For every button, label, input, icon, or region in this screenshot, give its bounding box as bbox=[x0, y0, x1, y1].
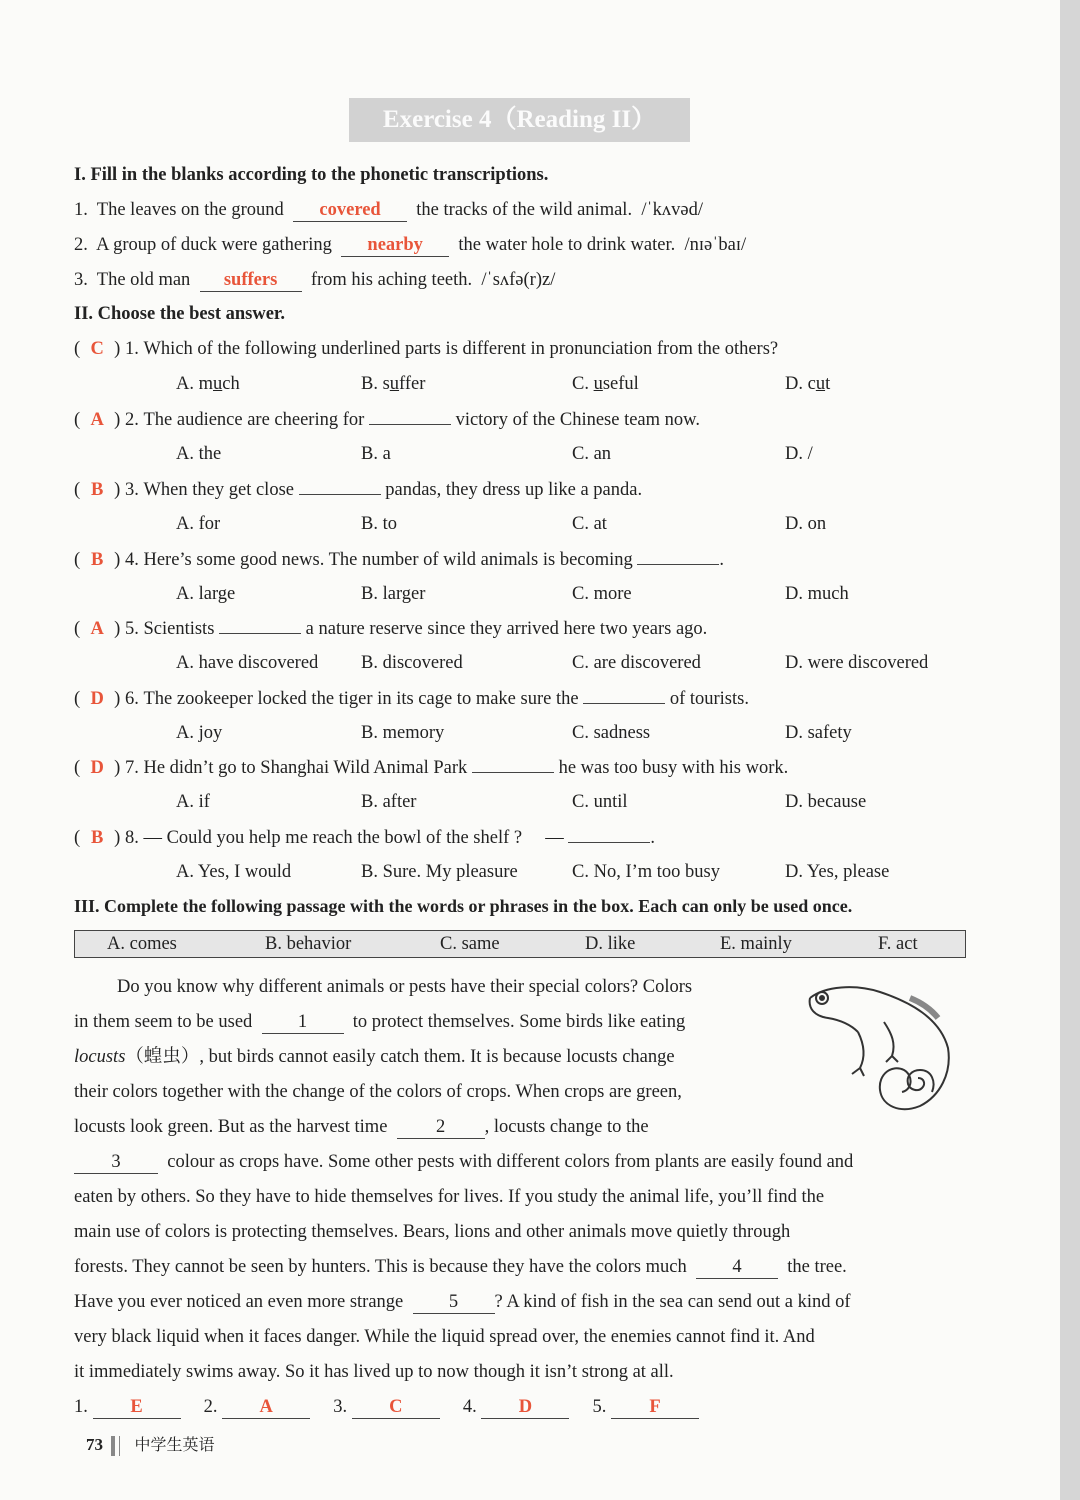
q5-option-c: C. are discovered bbox=[572, 653, 701, 673]
q4-option-a: A. large bbox=[176, 584, 236, 604]
q6-option-a: A. joy bbox=[176, 723, 223, 743]
q5-option-a: A. have discovered bbox=[176, 653, 319, 673]
publication-name: 中学生英语 bbox=[134, 1435, 215, 1454]
q3-option-b: B. to bbox=[361, 514, 397, 534]
mc-answer-1: C bbox=[90, 339, 104, 359]
s1-item-2: 2. A group of duck were gathering nearby the water hole to drink water. /nɪəˈbaɪ/ bbox=[74, 235, 747, 255]
passage-blank-3: 3 bbox=[74, 1151, 158, 1174]
q6-option-d: D. safety bbox=[785, 723, 852, 743]
q5-option-d: D. were discovered bbox=[785, 653, 929, 673]
passage-answer-4: D bbox=[481, 1396, 569, 1419]
q6-option-b: B. memory bbox=[361, 723, 445, 743]
footer-divider bbox=[119, 1436, 120, 1456]
q3-option-d: D. on bbox=[785, 514, 827, 534]
passage-line: it immediately swims away. So it has lived up to now though it isn’t strong at all. bbox=[74, 1362, 674, 1382]
word-box-item: F. act bbox=[878, 934, 918, 954]
q3-option-a: A. for bbox=[176, 514, 221, 534]
s1-item-3: 3. The old man suffers from his aching teeth. /ˈsʌfə(r)z/ bbox=[74, 270, 556, 290]
q5-option-b: B. discovered bbox=[361, 653, 463, 673]
passage-line: locusts（蝗虫）, but birds cannot easily catch them. It is because locusts change bbox=[74, 1047, 675, 1067]
passage-line: in them seem to be used 1 to protect themselves. Some birds like eating bbox=[74, 1012, 686, 1032]
title-banner bbox=[349, 98, 690, 142]
mc-answer-8: B bbox=[91, 828, 104, 848]
word-box-item: A. comes bbox=[107, 934, 177, 954]
answer-row: 1. E 2. A 3. C 4. D 5. F bbox=[74, 1394, 699, 1420]
footer-divider bbox=[111, 1436, 115, 1456]
mc-answer-3: B bbox=[91, 480, 104, 500]
page-footer bbox=[86, 1432, 215, 1456]
mc-question-4: ( B ) 4. Here’s some good news. The number of wild animals is becoming . bbox=[74, 546, 724, 573]
passage-line: very black liquid when it faces danger. While the liquid spread over, the enemies cannot find it. And bbox=[74, 1327, 815, 1347]
mc-answer-2: A bbox=[90, 410, 104, 430]
exercise-title: Exercise 4（Reading II） bbox=[382, 106, 657, 133]
s1-item-1: 1. The leaves on the ground covered the tracks of the wild animal. /ˈkʌvəd/ bbox=[74, 200, 703, 220]
passage-blank-2: 2 bbox=[397, 1116, 485, 1139]
answer-fill-3: suffers bbox=[200, 269, 302, 292]
mc-question-3: ( B ) 3. When they get close pandas, they dress up like a panda. bbox=[74, 476, 642, 503]
word-box-item: E. mainly bbox=[720, 934, 792, 954]
passage-line: locusts look green. But as the harvest time 2 , locusts change to the bbox=[74, 1117, 649, 1137]
section1-heading: I. Fill in the blanks according to the phonetic transcriptions. bbox=[74, 165, 549, 185]
mc-question-5: ( A ) 5. Scientists a nature reserve since they arrived here two years ago. bbox=[74, 615, 707, 642]
q8-option-c: C. No, I’m too busy bbox=[572, 862, 720, 882]
q3-option-c: C. at bbox=[572, 514, 607, 534]
q8-option-d: D. Yes, please bbox=[785, 862, 890, 882]
q8-option-a: A. Yes, I would bbox=[176, 862, 292, 882]
word-box bbox=[74, 930, 966, 958]
q4-option-d: D. much bbox=[785, 584, 849, 604]
passage-blank-1: 1 bbox=[262, 1011, 344, 1034]
passage-blank-5: 5 bbox=[413, 1291, 495, 1314]
page-edge bbox=[1060, 0, 1080, 1500]
passage-line: eaten by others. So they have to hide themselves for lives. If you study the animal life, you’ll find the bbox=[74, 1187, 825, 1207]
mc-question-8: ( B ) 8. — Could you help me reach the bowl of the shelf ? — . bbox=[74, 824, 655, 851]
q4-option-b: B. larger bbox=[361, 584, 426, 604]
q1-option-c: C. useful bbox=[572, 374, 639, 394]
passage-line: their colors together with the change of the colors of crops. When crops are green, bbox=[74, 1082, 682, 1102]
word-box-item: D. like bbox=[585, 934, 636, 954]
mc-answer-7: D bbox=[90, 758, 104, 778]
q6-option-c: C. sadness bbox=[572, 723, 651, 743]
q8-option-b: B. Sure. My pleasure bbox=[361, 862, 518, 882]
section2-heading: II. Choose the best answer. bbox=[74, 304, 286, 324]
passage-line: forests. They cannot be seen by hunters. This is because they have the colors much 4 the tree. bbox=[74, 1257, 847, 1277]
passage-line: 3 colour as crops have. Some other pests with different colors from plants are easily found and bbox=[74, 1149, 853, 1175]
passage-line: main use of colors is protecting themselves. Bears, lions and other animals move quietly through bbox=[74, 1222, 791, 1242]
chameleon-illustration bbox=[800, 978, 960, 1128]
passage-line: Have you ever noticed an even more strange 5 ? A kind of fish in the sea can send out a kind of bbox=[74, 1292, 851, 1312]
q1-option-a: A. much bbox=[176, 374, 240, 394]
mc-question-6: ( D ) 6. The zookeeper locked the tiger in its cage to make sure the of tourists. bbox=[74, 685, 749, 712]
page-number: 73 bbox=[86, 1435, 103, 1454]
q2-option-d: D. / bbox=[785, 444, 813, 464]
q1-option-b: B. suffer bbox=[361, 374, 426, 394]
passage-blank-4: 4 bbox=[696, 1256, 778, 1279]
q2-option-b: B. a bbox=[361, 444, 391, 464]
q4-option-c: C. more bbox=[572, 584, 632, 604]
mc-question-7: ( D ) 7. He didn’t go to Shanghai Wild Animal Park he was too busy with his work. bbox=[74, 754, 788, 781]
answer-fill-2: nearby bbox=[341, 234, 449, 257]
q2-option-a: A. the bbox=[176, 444, 222, 464]
passage-answer-2: A bbox=[222, 1396, 310, 1419]
word-box-item: C. same bbox=[440, 934, 500, 954]
mc-answer-4: B bbox=[91, 550, 104, 570]
passage-line: Do you know why different animals or pests have their special colors? Colors bbox=[117, 977, 693, 997]
q7-option-b: B. after bbox=[361, 792, 417, 812]
mc-answer-5: A bbox=[90, 619, 104, 639]
mc-answer-6: D bbox=[90, 689, 104, 709]
mc-question-2: ( A ) 2. The audience are cheering for victory of the Chinese team now. bbox=[74, 406, 700, 433]
q2-option-c: C. an bbox=[572, 444, 612, 464]
word-box-item: B. behavior bbox=[265, 934, 352, 954]
q7-option-a: A. if bbox=[176, 792, 210, 812]
mc-question-1: ( C ) 1. Which of the following underlined parts is different in pronunciation from the others? bbox=[74, 336, 778, 362]
q1-option-d: D. cut bbox=[785, 374, 831, 394]
passage-answer-1: E bbox=[93, 1396, 181, 1419]
section3-heading: III. Complete the following passage with the words or phrases in the box. Each can only be used once. bbox=[74, 896, 853, 916]
answer-fill-1: covered bbox=[293, 199, 407, 222]
passage-answer-3: C bbox=[352, 1396, 440, 1419]
passage-answer-5: F bbox=[611, 1396, 699, 1419]
q7-option-d: D. because bbox=[785, 792, 867, 812]
q7-option-c: C. until bbox=[572, 792, 628, 812]
